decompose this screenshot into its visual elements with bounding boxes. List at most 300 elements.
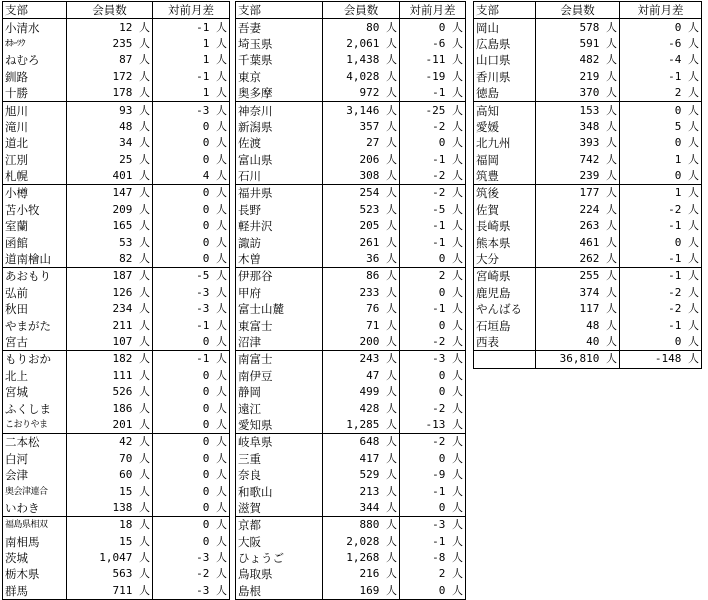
table-row: [474, 135, 702, 151]
table-row: [236, 500, 466, 517]
table-row: [236, 517, 466, 534]
table-row: [3, 384, 230, 400]
table-row: [3, 417, 230, 434]
member-count: 80 人: [323, 19, 400, 36]
header-branch: 支部: [3, 2, 67, 19]
monthly-diff: 1 人: [153, 36, 230, 52]
branch-name: もりおか: [3, 351, 67, 368]
monthly-diff: 0 人: [153, 218, 230, 234]
monthly-diff: -1 人: [620, 317, 702, 333]
monthly-diff: -3 人: [400, 517, 466, 534]
member-count: 93 人: [67, 102, 153, 119]
monthly-diff: 0 人: [400, 583, 466, 600]
member-count: 201 人: [67, 417, 153, 434]
monthly-diff: 0 人: [153, 451, 230, 467]
monthly-diff: 0 人: [153, 467, 230, 483]
table-row: [3, 451, 230, 467]
member-count: 344 人: [323, 500, 400, 517]
member-count: 591 人: [536, 36, 620, 52]
monthly-diff: -25 人: [400, 102, 466, 119]
branch-name: 石川: [238, 169, 261, 184]
table-row: [474, 317, 702, 333]
table-row: [474, 285, 702, 301]
table-row: [3, 534, 230, 550]
member-count: 428 人: [323, 400, 400, 416]
table-row: [236, 400, 466, 416]
member-count: 529 人: [323, 467, 400, 483]
branch-name: 二本松: [3, 434, 67, 451]
branch-name: 北九州: [476, 136, 511, 151]
branch-name: 伊那谷: [236, 268, 323, 285]
monthly-diff: 0 人: [153, 251, 230, 268]
branch-name: 静岡: [238, 385, 261, 400]
table-row: [3, 566, 230, 582]
table-row: [474, 202, 702, 218]
table-row: [236, 550, 466, 566]
branch-name: あおもり: [3, 268, 67, 285]
branch-name: 群馬: [5, 583, 28, 598]
branch-name: 福井県: [236, 185, 323, 202]
table-row: [3, 135, 230, 151]
branch-name: 宮崎県: [474, 268, 536, 285]
branch-name: 筑後: [474, 185, 536, 202]
branch-name: 会津: [5, 468, 28, 483]
table-row: [474, 218, 702, 234]
monthly-diff: -2 人: [620, 285, 702, 301]
member-count: 76 人: [323, 301, 400, 317]
monthly-diff: -13 人: [400, 417, 466, 434]
branch-name: 宮城: [5, 385, 28, 400]
monthly-diff: 0 人: [153, 135, 230, 151]
monthly-diff: 0 人: [400, 135, 466, 151]
header-members: 会員数: [323, 2, 400, 19]
member-count: 15 人: [67, 483, 153, 499]
monthly-diff: -2 人: [153, 566, 230, 582]
table-row: [3, 285, 230, 301]
table-row: [236, 368, 466, 384]
table-row: [3, 517, 230, 534]
member-count: 3,146 人: [323, 102, 400, 119]
branch-name: ねむろ: [5, 53, 40, 68]
monthly-diff: -1 人: [400, 483, 466, 499]
table-row: [3, 168, 230, 185]
member-count: 169 人: [323, 583, 400, 600]
monthly-diff: -3 人: [153, 285, 230, 301]
member-count: 499 人: [323, 384, 400, 400]
monthly-diff: 5 人: [620, 119, 702, 135]
branch-name: 富山県: [238, 152, 273, 167]
branch-name: 奥会津連合: [5, 486, 48, 497]
table-row: [3, 483, 230, 499]
member-count: 177 人: [536, 185, 620, 202]
branch-name: 香川県: [476, 69, 511, 84]
branch-name: 江別: [5, 152, 28, 167]
monthly-diff: 1 人: [153, 52, 230, 68]
table-row: [474, 36, 702, 52]
branch-name: 沼津: [238, 335, 261, 349]
monthly-diff: -5 人: [153, 268, 230, 285]
table-row: [236, 534, 466, 550]
monthly-diff: -3 人: [153, 301, 230, 317]
member-count: 107 人: [67, 334, 153, 351]
member-count: 216 人: [323, 566, 400, 582]
member-count: 1,268 人: [323, 550, 400, 566]
table-row: [236, 301, 466, 317]
branch-name: 筑豊: [476, 169, 499, 184]
member-count: 219 人: [536, 69, 620, 85]
table-row: [236, 85, 466, 102]
branch-name: 釧路: [5, 69, 28, 84]
member-count: 18 人: [67, 517, 153, 534]
monthly-diff: 0 人: [620, 135, 702, 151]
monthly-diff: 0 人: [400, 384, 466, 400]
table-row: [236, 218, 466, 234]
table-row: [474, 69, 702, 85]
monthly-diff: -1 人: [400, 301, 466, 317]
branch-name: 愛知県: [238, 417, 273, 432]
member-count: 1,438 人: [323, 52, 400, 68]
branch-name: 室蘭: [5, 219, 28, 234]
table-row: [3, 202, 230, 218]
table-row: [236, 152, 466, 168]
member-count: 262 人: [536, 251, 620, 268]
monthly-diff: 0 人: [153, 483, 230, 499]
total-members: 36,810 人: [536, 351, 620, 368]
table-row: [236, 285, 466, 301]
member-count: 117 人: [536, 301, 620, 317]
branch-name: 神奈川: [236, 102, 323, 119]
monthly-diff: 0 人: [400, 317, 466, 333]
member-count: 15 人: [67, 534, 153, 550]
table-row: [3, 268, 230, 285]
member-count: 357 人: [323, 119, 400, 135]
table-row: [236, 417, 466, 434]
member-count: 138 人: [67, 500, 153, 517]
member-count: 523 人: [323, 202, 400, 218]
monthly-diff: 0 人: [620, 168, 702, 185]
table-row: [3, 234, 230, 250]
monthly-diff: 0 人: [153, 234, 230, 250]
branch-name: 諏訪: [238, 235, 261, 250]
member-count: 200 人: [323, 334, 400, 351]
monthly-diff: 0 人: [153, 202, 230, 218]
table-row: [474, 119, 702, 135]
table-row: [236, 483, 466, 499]
branch-name: 佐賀: [476, 202, 499, 217]
branch-name: 三重: [238, 451, 261, 466]
table-row: [3, 185, 230, 202]
member-count: 48 人: [67, 119, 153, 135]
table-row: [236, 384, 466, 400]
branch-name: 徳島: [476, 86, 499, 101]
branch-name: 茨城: [5, 551, 28, 566]
branch-name: 高知: [474, 102, 536, 119]
branch-table-2: [235, 1, 466, 600]
member-count: 12 人: [67, 19, 153, 36]
branch-name: 長崎県: [476, 219, 511, 234]
header-diff: 対前月差: [153, 2, 230, 19]
member-count: 648 人: [323, 434, 400, 451]
monthly-diff: -1 人: [400, 85, 466, 102]
monthly-diff: -1 人: [620, 251, 702, 268]
header-diff: 対前月差: [400, 2, 466, 19]
branch-name: 南伊豆: [238, 368, 273, 383]
table-row: [474, 19, 702, 36]
branch-name: 埼玉県: [238, 36, 273, 51]
monthly-diff: -2 人: [400, 119, 466, 135]
branch-name: 軽井沢: [238, 219, 273, 234]
member-count: 111 人: [67, 368, 153, 384]
monthly-diff: 0 人: [153, 119, 230, 135]
header-diff: 対前月差: [620, 2, 702, 19]
member-count: 36 人: [323, 251, 400, 268]
member-count: 27 人: [323, 135, 400, 151]
table-row: [236, 168, 466, 185]
member-count: 239 人: [536, 168, 620, 185]
table-row: [3, 119, 230, 135]
member-count: 60 人: [67, 467, 153, 483]
table-row: [3, 434, 230, 451]
table-row: [236, 251, 466, 268]
table-row: [474, 102, 702, 119]
branch-name: 熊本県: [476, 235, 511, 250]
branch-name: 甲府: [238, 285, 261, 300]
member-count: 972 人: [323, 85, 400, 102]
monthly-diff: 0 人: [153, 334, 230, 351]
table-row: [3, 368, 230, 384]
branch-name: 西表: [476, 335, 499, 349]
branch-name: 山口県: [476, 53, 511, 68]
table-row: [236, 451, 466, 467]
branch-name: 石垣島: [476, 318, 511, 333]
table-row: [236, 467, 466, 483]
branch-name: 札幌: [5, 169, 28, 184]
branch-name: 秋田: [5, 302, 28, 317]
member-count: 165 人: [67, 218, 153, 234]
branch-name: 栃木県: [5, 567, 40, 582]
monthly-diff: -3 人: [153, 102, 230, 119]
branch-name: 遠江: [238, 401, 261, 416]
member-count: 235 人: [67, 36, 153, 52]
branch-name: 南富士: [236, 351, 323, 368]
branch-name: 島根: [238, 583, 261, 598]
table-row: [474, 301, 702, 317]
monthly-diff: 2 人: [620, 85, 702, 102]
monthly-diff: 0 人: [400, 251, 466, 268]
branch-name: 東京: [238, 69, 261, 84]
monthly-diff: -1 人: [400, 152, 466, 168]
member-count: 206 人: [323, 152, 400, 168]
table-row: [474, 152, 702, 168]
table-row: [474, 234, 702, 250]
table-row: [3, 69, 230, 85]
branch-name: 鳥取県: [238, 567, 273, 582]
member-count: 213 人: [323, 483, 400, 499]
member-count: 563 人: [67, 566, 153, 582]
monthly-diff: 0 人: [153, 517, 230, 534]
member-count: 47 人: [323, 368, 400, 384]
monthly-diff: 0 人: [153, 152, 230, 168]
table-row: [236, 234, 466, 250]
member-count: 147 人: [67, 185, 153, 202]
branch-name: 京都: [236, 517, 323, 534]
table-row: [236, 19, 466, 36]
branch-name: 小樽: [3, 185, 67, 202]
member-count: 40 人: [536, 334, 620, 351]
branch-name: 鹿児島: [476, 285, 511, 300]
branch-table-3: [473, 1, 702, 369]
branch-name: 福島県相双: [3, 517, 67, 534]
table-row: [236, 202, 466, 218]
branch-name: やまがた: [5, 318, 51, 333]
monthly-diff: -2 人: [400, 434, 466, 451]
branch-name: 滋賀: [238, 500, 261, 515]
branch-name: 奥多摩: [238, 86, 273, 101]
member-count: 48 人: [536, 317, 620, 333]
table-row: [236, 52, 466, 68]
branch-name: 広島県: [476, 36, 511, 51]
monthly-diff: 2 人: [400, 268, 466, 285]
monthly-diff: -1 人: [153, 69, 230, 85]
monthly-diff: -8 人: [400, 550, 466, 566]
monthly-diff: 0 人: [153, 500, 230, 517]
branch-name: 長野: [238, 202, 261, 217]
branch-name: 愛媛: [476, 119, 499, 134]
branch-name: 北上: [5, 368, 28, 383]
table-row: [474, 85, 702, 102]
monthly-diff: -1 人: [153, 317, 230, 333]
monthly-diff: 1 人: [620, 152, 702, 168]
monthly-diff: 0 人: [153, 434, 230, 451]
monthly-diff: 0 人: [153, 368, 230, 384]
table-row: [236, 268, 466, 285]
table-row: [3, 317, 230, 333]
monthly-diff: -1 人: [400, 234, 466, 250]
member-count: 374 人: [536, 285, 620, 301]
table-row: [474, 185, 702, 202]
monthly-diff: -2 人: [400, 185, 466, 202]
branch-name: 旭川: [3, 102, 67, 119]
member-count: 526 人: [67, 384, 153, 400]
branch-name: やんばる: [476, 302, 522, 317]
monthly-diff: -9 人: [400, 467, 466, 483]
monthly-diff: -1 人: [620, 268, 702, 285]
header-members: 会員数: [536, 2, 620, 19]
table-row: [236, 69, 466, 85]
member-count: 187 人: [67, 268, 153, 285]
branch-name: いわき: [5, 500, 40, 515]
monthly-diff: 0 人: [620, 102, 702, 119]
monthly-diff: -6 人: [620, 36, 702, 52]
total-label: [474, 351, 536, 368]
member-count: 254 人: [323, 185, 400, 202]
member-count: 25 人: [67, 152, 153, 168]
member-count: 4,028 人: [323, 69, 400, 85]
branch-name: 新潟県: [238, 119, 273, 134]
monthly-diff: 0 人: [400, 451, 466, 467]
branch-name: 大阪: [238, 534, 261, 549]
monthly-diff: -1 人: [400, 218, 466, 234]
branch-name: ｵﾎｰﾂｸ: [5, 38, 26, 49]
branch-name: 宮古: [5, 335, 28, 349]
monthly-diff: 1 人: [153, 85, 230, 102]
branch-table-1: [2, 1, 230, 600]
table-row: [236, 334, 466, 351]
member-count: 2,028 人: [323, 534, 400, 550]
monthly-diff: -1 人: [153, 19, 230, 36]
branch-name: 吾妻: [238, 20, 261, 35]
monthly-diff: 0 人: [153, 185, 230, 202]
monthly-diff: -11 人: [400, 52, 466, 68]
table-row: [236, 434, 466, 451]
member-count: 42 人: [67, 434, 153, 451]
member-count: 263 人: [536, 218, 620, 234]
monthly-diff: 0 人: [153, 417, 230, 434]
branch-name: 岐阜県: [236, 434, 323, 451]
table-row: [3, 500, 230, 517]
table-row: [474, 52, 702, 68]
table-row: [3, 334, 230, 351]
monthly-diff: -19 人: [400, 69, 466, 85]
branch-name: こおりやま: [5, 419, 48, 430]
branch-name: ひょうご: [238, 551, 284, 566]
member-count: 71 人: [323, 317, 400, 333]
branch-name: 南相馬: [5, 534, 40, 549]
member-count: 742 人: [536, 152, 620, 168]
member-count: 370 人: [536, 85, 620, 102]
member-count: 401 人: [67, 168, 153, 185]
member-count: 308 人: [323, 168, 400, 185]
member-count: 53 人: [67, 234, 153, 250]
monthly-diff: -3 人: [400, 351, 466, 368]
monthly-diff: 0 人: [400, 285, 466, 301]
table-row: [236, 566, 466, 582]
branch-name: 道北: [5, 136, 28, 151]
table-row: [3, 583, 230, 600]
header-branch: 支部: [474, 2, 536, 19]
table-row: [236, 583, 466, 600]
member-count: 393 人: [536, 135, 620, 151]
member-count: 34 人: [67, 135, 153, 151]
member-count: 255 人: [536, 268, 620, 285]
monthly-diff: 2 人: [400, 566, 466, 582]
member-count: 82 人: [67, 251, 153, 268]
monthly-diff: -6 人: [400, 36, 466, 52]
monthly-diff: -3 人: [153, 550, 230, 566]
member-count: 224 人: [536, 202, 620, 218]
member-count: 153 人: [536, 102, 620, 119]
total-row: [474, 351, 702, 368]
branch-name: 東富士: [238, 318, 273, 333]
table-row: [3, 52, 230, 68]
monthly-diff: 0 人: [620, 234, 702, 250]
member-count: 70 人: [67, 451, 153, 467]
table-row: [3, 251, 230, 268]
branch-name: 福岡: [476, 152, 499, 167]
monthly-diff: -5 人: [400, 202, 466, 218]
table-row: [3, 351, 230, 368]
table-row: [3, 85, 230, 102]
table-row: [3, 400, 230, 416]
member-count: 186 人: [67, 400, 153, 416]
branch-name: 十勝: [5, 86, 28, 101]
branch-name: 佐渡: [238, 136, 261, 151]
branch-name: 苫小牧: [5, 202, 40, 217]
table-row: [3, 19, 230, 36]
branch-name: 岡山: [476, 20, 499, 35]
member-count: 172 人: [67, 69, 153, 85]
branch-name: 富士山麓: [238, 302, 284, 317]
